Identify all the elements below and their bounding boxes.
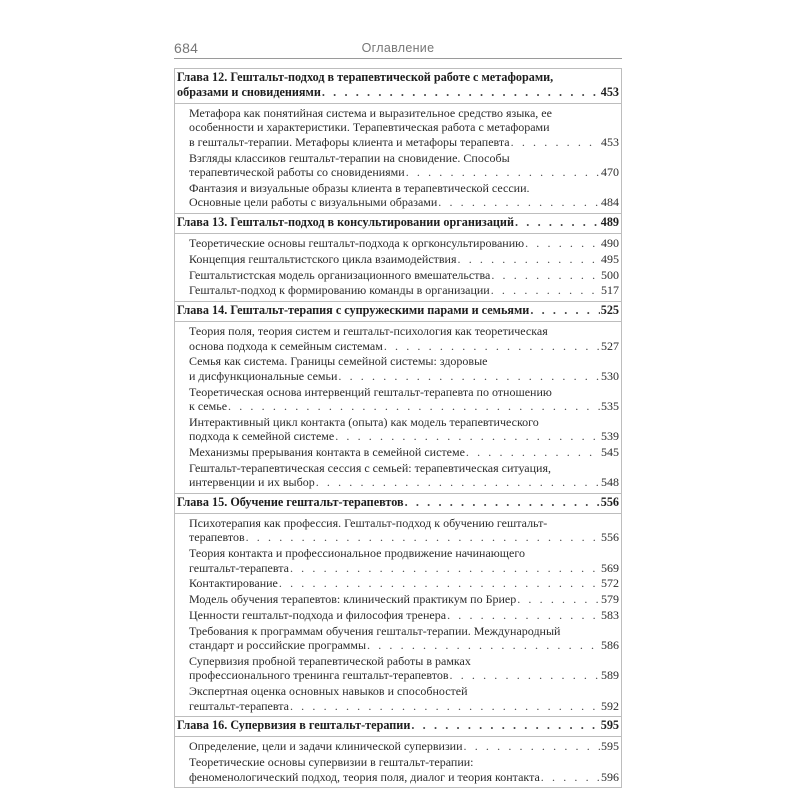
section-title-line [189,576,619,590]
section-entry[interactable] [189,324,619,353]
section-page-number: 545 [601,445,619,460]
section-title-line [189,445,619,459]
section-entry[interactable] [189,236,619,250]
chapter-block [175,301,621,494]
dot-leader [406,165,600,179]
chapter-title-text: Глава 15. Обучение гештальт-терапевтов [177,495,404,510]
section-title-line [189,546,619,560]
section-title-text: гештальт-терапевта [189,698,289,713]
chapter-block [175,716,621,788]
dot-leader [530,303,599,318]
section-title-text: к семье [189,399,228,414]
section-title-text: Ценности гештальт-подхода и философия тренера [189,608,447,623]
chapter-title-text: Глава 12. Гештальт-подход в терапевтической работе с метафорами, [177,70,554,84]
section-title-text: особенности и характеристики. Терапевтическая работа с метафорами [189,120,550,135]
section-page-number: 453 [601,134,619,149]
section-entry[interactable] [189,252,619,266]
chapter-title-text: Глава 13. Гештальт-подход в консультировании организаций [177,215,514,230]
section-title-line [189,739,619,753]
section-entry[interactable] [189,354,619,383]
section-title-text: Экспертная оценка основных навыков и способностей [189,684,468,699]
dot-leader [367,638,600,652]
section-entry[interactable] [189,461,619,490]
dot-leader [458,252,601,266]
section-title-line [189,106,619,120]
section-item [175,354,621,383]
section-item [175,739,621,753]
section-title-line [189,399,619,413]
section-title-line [189,195,619,209]
section-item [175,385,621,414]
section-item [175,624,621,653]
section-item [175,283,621,297]
section-item [175,268,621,282]
section-title-line [189,668,619,682]
section-title-line [189,561,619,575]
dot-leader [338,369,600,383]
chapter-title-line [177,70,619,85]
section-title-text: Требования к программам обучения гештальт-терапии. Международный [189,623,561,638]
running-title: Оглавление [361,41,435,55]
section-title-line [189,608,619,622]
chapter-entry[interactable] [177,495,619,510]
section-entry[interactable] [189,385,619,414]
chapter-entry[interactable] [177,303,619,318]
dot-leader [335,429,600,443]
section-list [175,736,621,787]
section-item [175,415,621,444]
section-item [175,151,621,180]
chapter-entry[interactable] [177,718,619,733]
section-page-number: 595 [601,739,619,754]
section-title-text: Концепция гештальтистского цикла взаимодействия [189,251,457,266]
dot-leader [525,236,600,250]
dot-leader [464,739,600,753]
dot-leader [384,339,600,353]
section-item [175,181,621,210]
section-title-text: Теория поля, теория систем и гештальт-психология как теоретическая [189,324,548,339]
section-title-line [189,415,619,429]
section-entry[interactable] [189,592,619,606]
section-item [175,755,621,784]
section-item [175,445,621,459]
section-title-text: Гештальтистская модель организационного вмешательства [189,267,491,282]
section-title-line [189,684,619,698]
section-title-text: Основные цели работы с визуальными образами [189,195,438,210]
section-title-line [189,165,619,179]
dot-leader [411,718,599,733]
chapter-entry[interactable] [177,215,619,230]
section-title-text: в гештальт-терапии. Метафоры клиента и метафоры терапевта [189,134,510,149]
section-title-line [189,120,619,134]
dot-leader [405,495,600,510]
section-title-text: и дисфункциональные семьи [189,368,338,383]
section-item [175,546,621,575]
section-entry[interactable] [189,608,619,622]
dot-leader [438,195,600,209]
section-item [175,461,621,490]
section-page-number: 579 [601,592,619,607]
section-title-text: терапевтов [189,530,245,545]
chapter-title-text: образами и сновидениями [177,85,321,99]
chapter-page-number: 595 [600,718,619,733]
section-title-text: основа подхода к семейным системам [189,338,383,353]
section-entry[interactable] [189,684,619,713]
section-item [175,576,621,590]
dot-leader [246,530,600,544]
book-page [174,38,622,788]
section-page-number: 517 [601,283,619,298]
chapter-heading [175,717,621,736]
section-entry[interactable] [189,576,619,590]
section-title-text: подхода к семейной системе [189,429,335,444]
section-entry[interactable] [189,546,619,575]
section-page-number: 535 [601,399,619,414]
section-title-line [189,151,619,165]
section-item [175,684,621,713]
dot-leader [515,215,600,230]
section-title-text: Супервизия пробной терапевтической работы в рамках [189,654,471,669]
section-title-text: терапевтической работы со сновидениями [189,165,405,180]
dot-leader [466,445,600,459]
section-item [175,516,621,545]
section-title-text: Теоретические основы гештальт-подхода к оргконсультированию [189,236,525,251]
section-title-line [189,369,619,383]
section-title-text: Взгляды классиков гештальт-терапии на сновидение. Способы [189,150,510,165]
section-list [175,233,621,301]
dot-leader [228,399,600,413]
dot-leader [290,561,600,575]
section-entry[interactable] [189,151,619,180]
section-page-number: 495 [601,251,619,266]
section-page-number: 539 [601,429,619,444]
section-title-text: Модель обучения терапевтов: клинический практикум по Бриер [189,592,517,607]
section-title-line [189,516,619,530]
section-item [175,252,621,266]
section-entry[interactable] [189,415,619,444]
section-title-line [189,699,619,713]
running-header [174,38,622,59]
chapter-heading [175,214,621,233]
section-page-number: 589 [601,668,619,683]
section-title-line [189,475,619,489]
section-title-text: Теория контакта и профессиональное продвижение начинающего [189,546,525,561]
chapter-title-text: Глава 16. Супервизия в гештальт-терапии [177,718,411,733]
section-page-number: 583 [601,608,619,623]
chapter-title-line [177,215,619,230]
page-number: 684 [174,40,199,56]
section-title-text: гештальт-терапевта [189,560,289,575]
section-entry[interactable] [189,654,619,683]
section-page-number: 586 [601,638,619,653]
section-page-number: 572 [601,576,619,591]
section-page-number: 527 [601,338,619,353]
chapter-title-text: Глава 14. Гештальт-терапия с супружескими парами и семьями [177,303,530,318]
section-page-number: 530 [601,368,619,383]
section-title-text: Психотерапия как профессия. Гештальт-подход к обучению гештальт- [189,516,548,531]
section-title-text: профессионального тренинга гештальт-терапевтов [189,668,449,683]
section-entry[interactable] [189,624,619,653]
section-title-line [189,135,619,149]
chapter-heading [175,494,621,513]
section-page-number: 470 [601,165,619,180]
section-title-text: Механизмы прерывания контакта в семейной системе [189,445,465,460]
section-title-text: Теоретические основы супервизии в гештальт-терапии: [189,755,474,770]
section-item [175,654,621,683]
chapter-block [175,68,621,214]
section-title-line [189,429,619,443]
section-item [175,608,621,622]
section-item [175,236,621,250]
chapter-title-line [177,495,619,510]
section-title-line [189,339,619,353]
section-title-line [189,530,619,544]
section-title-line [189,268,619,282]
chapter-heading [175,69,621,103]
section-list [175,321,621,493]
section-page-number: 484 [601,195,619,210]
chapter-page-number: 453 [600,85,619,99]
section-title-line [189,624,619,638]
section-title-line [189,592,619,606]
section-title-line [189,755,619,769]
section-item [175,106,621,149]
section-entry[interactable] [189,181,619,210]
dot-leader [316,475,600,489]
section-entry[interactable] [189,283,619,297]
section-title-text: интервенции и их выбор [189,475,315,490]
section-item [175,592,621,606]
dot-leader [541,770,600,784]
chapter-title-line [177,85,619,100]
section-list [175,103,621,213]
dot-leader [447,608,600,622]
dot-leader [322,85,600,100]
section-title-text: Интерактивный цикл контакта (опыта) как модель терапевтического [189,414,539,429]
section-page-number: 569 [601,560,619,575]
section-title-line [189,252,619,266]
section-title-text: Семья как система. Границы семейной системы: здоровые [189,354,488,369]
section-page-number: 548 [601,475,619,490]
chapter-page-number: 556 [600,495,619,510]
dot-leader [511,135,600,149]
section-title-text: Гештальт-подход к формированию команды в организации [189,283,490,298]
section-item [175,324,621,353]
section-page-number: 556 [601,530,619,545]
chapter-heading [175,302,621,321]
dot-leader [279,576,600,590]
section-title-line [189,236,619,250]
section-title-text: феноменологический подход, теория поля, диалог и теория контакта [189,769,540,784]
dot-leader [290,699,600,713]
section-title-text: Метафора как понятийная система и выразительное средство языка, ее [189,106,552,120]
chapter-page-number: 489 [600,215,619,230]
section-title-text: Фантазия и визуальные образы клиента в терапевтической сессии. [189,180,530,195]
dot-leader [491,283,600,297]
dot-leader [491,268,600,282]
chapter-entry[interactable] [177,70,619,100]
chapter-block [175,493,621,717]
section-page-number: 592 [601,698,619,713]
section-title-text: Гештальт-терапевтическая сессия с семьей: терапевтическая ситуация, [189,460,551,475]
chapter-title-line [177,718,619,733]
section-title-line [189,324,619,338]
section-title-line [189,461,619,475]
section-title-line [189,770,619,784]
section-title-line [189,654,619,668]
section-title-text: стандарт и российские программы [189,638,367,653]
dot-leader [450,668,601,682]
section-page-number: 500 [601,267,619,282]
dot-leader [517,592,600,606]
chapter-title-line [177,303,619,318]
section-entry[interactable] [189,445,619,459]
section-page-number: 596 [601,769,619,784]
section-page-number: 490 [601,236,619,251]
table-of-contents [174,68,622,788]
section-entry[interactable] [189,516,619,545]
section-title-line [189,283,619,297]
section-title-text: Определение, цели и задачи клинической супервизии [189,739,463,754]
section-title-line [189,385,619,399]
chapter-page-number: 525 [600,303,619,318]
section-entry[interactable] [189,739,619,753]
section-title-line [189,181,619,195]
section-list [175,513,621,716]
section-title-text: Теоретическая основа интервенций гештальт-терапевта по отношению [189,384,552,399]
section-title-line [189,354,619,368]
section-title-text: Контактирование [189,576,278,591]
section-title-line [189,638,619,652]
section-entry[interactable] [189,268,619,282]
section-entry[interactable] [189,755,619,784]
section-entry[interactable] [189,106,619,149]
chapter-block [175,213,621,302]
